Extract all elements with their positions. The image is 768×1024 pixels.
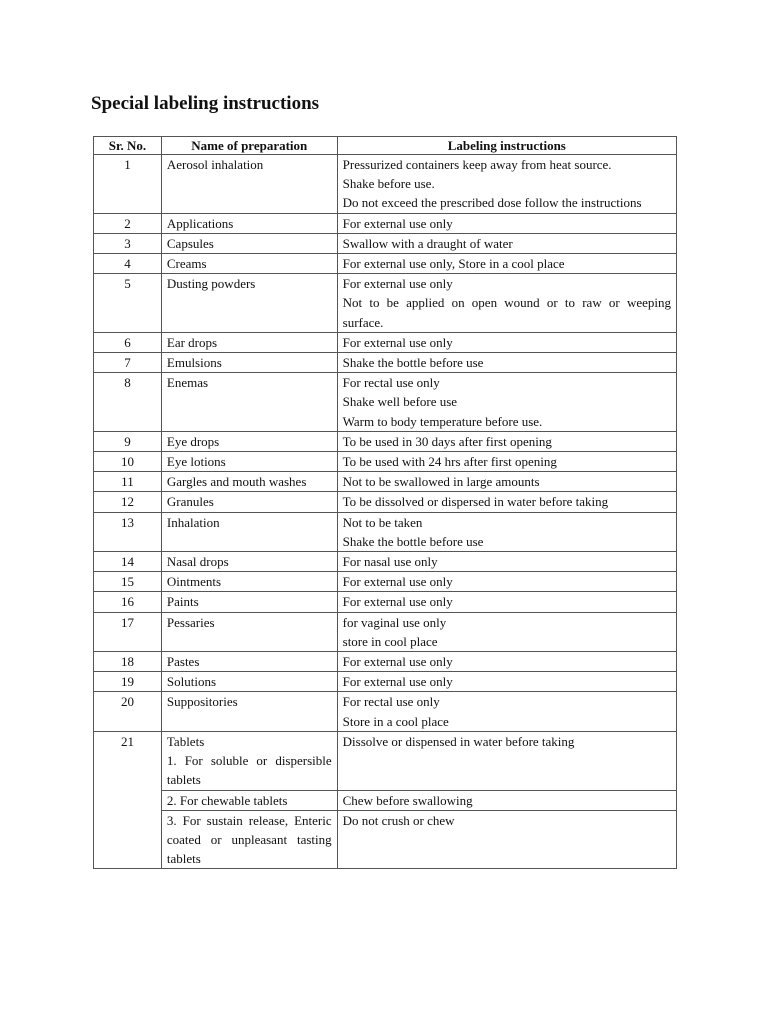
instruction-line: For external use only: [342, 594, 453, 610]
labeling-instruction-cell: Do not crush or chew: [337, 810, 676, 869]
preparation-name-cell: Eye drops: [161, 431, 337, 451]
page-title: Special labeling instructions: [91, 93, 320, 114]
table-row: [94, 512, 677, 551]
sr-no-cell: 4: [94, 254, 162, 274]
sr-no-cell: 1: [94, 155, 162, 214]
labeling-instruction-cell: [337, 254, 676, 274]
table-row: [94, 652, 677, 672]
preparation-name-line: coated or unpleasant tasting: [166, 831, 332, 847]
labeling-instruction-cell: [337, 672, 676, 692]
preparation-name-cell: Eye lotions: [161, 452, 337, 472]
preparation-name-cell: Capsules: [161, 233, 337, 253]
table-row: [94, 332, 677, 352]
instruction-line: To be used with 24 hrs after first opening: [342, 454, 557, 470]
labeling-instruction-cell: [337, 332, 676, 352]
table-row: [94, 254, 677, 274]
labeling-instruction-cell: [337, 472, 676, 492]
sr-no-cell: 6: [94, 332, 162, 352]
preparation-name-cell: Gargles and mouth washes: [161, 472, 337, 492]
labeling-instruction-cell: [337, 612, 676, 651]
table-row: [94, 612, 677, 651]
header-labeling-instructions: Labeling instructions: [337, 137, 676, 155]
preparation-name-cell: [161, 810, 337, 869]
table-row: [94, 155, 677, 214]
sr-no-cell: 20: [94, 692, 162, 731]
preparation-name-cell: Pastes: [161, 652, 337, 672]
table-row: [94, 353, 677, 373]
sr-no-cell: 3: [94, 233, 162, 253]
sr-no-cell: 13: [94, 512, 162, 551]
preparation-name-cell: Creams: [161, 254, 337, 274]
sr-no-cell: 2: [94, 213, 162, 233]
labeling-instruction-cell: [337, 213, 676, 233]
instruction-line: Warm to body temperature before use.: [342, 413, 543, 429]
sr-no-cell: 12: [94, 492, 162, 512]
sr-no-cell: 17: [94, 612, 162, 651]
preparation-name-cell: Applications: [161, 213, 337, 233]
instruction-line: Shake the bottle before use: [342, 355, 484, 371]
preparation-name-cell: Aerosol inhalation: [161, 155, 337, 214]
sr-no-cell: 11: [94, 472, 162, 492]
table-row: [94, 431, 677, 451]
sr-no-cell: 14: [94, 552, 162, 572]
instruction-line: Store in a cool place: [342, 713, 449, 729]
table-row: [94, 452, 677, 472]
sr-no-cell: 18: [94, 652, 162, 672]
preparation-name-line: tablets: [166, 851, 201, 867]
instruction-line: For external use only: [342, 215, 453, 231]
instruction-line: store in cool place: [342, 633, 438, 649]
instruction-line: Do not exceed the prescribed dose follow the instructions: [342, 195, 642, 211]
sr-no-cell: 9: [94, 431, 162, 451]
sr-no-cell: 8: [94, 373, 162, 432]
instruction-line: Not to be applied on open wound or to raw or weeping: [342, 295, 671, 311]
preparation-name-cell: Granules: [161, 492, 337, 512]
instruction-line: For external use only: [342, 334, 453, 350]
instruction-line: To be used in 30 days after first opening: [342, 433, 552, 449]
table-row: [94, 492, 677, 512]
table-row: [94, 672, 677, 692]
preparation-name-cell: [161, 790, 337, 810]
sr-no-cell: 15: [94, 572, 162, 592]
table-row: [94, 592, 677, 612]
sr-no-cell: 7: [94, 353, 162, 373]
table-row: [94, 552, 677, 572]
table-row: [94, 472, 677, 492]
instruction-line: For external use only: [342, 574, 453, 590]
table-header-row: [94, 137, 677, 155]
preparation-name-cell: Emulsions: [161, 353, 337, 373]
preparation-name-cell: Solutions: [161, 672, 337, 692]
preparation-name-line: 1. For soluble or dispersible: [166, 753, 332, 769]
preparation-name-cell: Inhalation: [161, 512, 337, 551]
instruction-line: For nasal use only: [342, 554, 438, 570]
table-body: [94, 155, 677, 869]
instruction-line: Shake well before use: [342, 394, 458, 410]
preparation-name-cell: Nasal drops: [161, 552, 337, 572]
labeling-instruction-cell: [337, 572, 676, 592]
labeling-instruction-cell: [337, 592, 676, 612]
labeling-instruction-cell: [337, 492, 676, 512]
instruction-line: For external use only: [342, 674, 453, 690]
table-row: [94, 790, 677, 810]
instruction-line: To be dissolved or dispersed in water before taking: [342, 494, 609, 510]
labeling-instruction-cell: [337, 452, 676, 472]
preparation-name-line: tablets: [166, 772, 201, 788]
sr-no-cell: 16: [94, 592, 162, 612]
preparation-name-cell: Pessaries: [161, 612, 337, 651]
instruction-line: For rectal use only: [342, 694, 440, 710]
labeling-table: [93, 136, 677, 869]
labeling-instruction-cell: [337, 512, 676, 551]
sr-no-cell: 21: [94, 731, 162, 868]
labeling-instruction-cell: [337, 373, 676, 432]
instruction-line: For external use only: [342, 654, 453, 670]
labeling-instruction-cell: [337, 652, 676, 672]
instruction-line: For rectal use only: [342, 375, 440, 391]
preparation-name-cell: Dusting powders: [161, 274, 337, 333]
preparation-name-cell: Enemas: [161, 373, 337, 432]
labeling-instruction-cell: [337, 353, 676, 373]
instruction-line: Swallow with a draught of water: [342, 235, 513, 251]
instruction-line: Shake before use.: [342, 176, 435, 192]
instruction-line: Not to be swallowed in large amounts: [342, 474, 540, 490]
sr-no-cell: 10: [94, 452, 162, 472]
table-row: [94, 213, 677, 233]
table-row: [94, 810, 677, 869]
preparation-name-line: 3. For sustain release, Enteric: [166, 812, 332, 828]
preparation-name-line: 2. For chewable tablets: [166, 792, 288, 808]
sr-no-cell: 19: [94, 672, 162, 692]
preparation-name-cell: Ear drops: [161, 332, 337, 352]
preparation-name-cell: [161, 731, 337, 790]
table-row: [94, 731, 677, 790]
preparation-name-cell: Suppositories: [161, 692, 337, 731]
table-row: [94, 373, 677, 432]
labeling-instruction-cell: Dissolve or dispensed in water before taking: [337, 731, 676, 790]
instruction-line: For external use only, Store in a cool place: [342, 256, 565, 272]
table-row: [94, 692, 677, 731]
instruction-line: For external use only: [342, 276, 453, 292]
instruction-line: for vaginal use only: [342, 614, 447, 630]
labeling-instruction-cell: Chew before swallowing: [337, 790, 676, 810]
labeling-instruction-cell: [337, 155, 676, 214]
instruction-line: Not to be taken: [342, 514, 423, 530]
preparation-name-cell: Ointments: [161, 572, 337, 592]
instruction-line: surface.: [342, 314, 384, 330]
table-row: [94, 274, 677, 333]
table-row: [94, 572, 677, 592]
labeling-instruction-cell: [337, 431, 676, 451]
preparation-name-cell: Paints: [161, 592, 337, 612]
tablets-heading: Tablets: [166, 733, 205, 749]
header-sr-no: Sr. No.: [94, 137, 162, 155]
instruction-line: Shake the bottle before use: [342, 533, 484, 549]
header-name-of-preparation: Name of preparation: [161, 137, 337, 155]
table-row: [94, 233, 677, 253]
sr-no-cell: 5: [94, 274, 162, 333]
labeling-instruction-cell: [337, 233, 676, 253]
labeling-instruction-cell: [337, 552, 676, 572]
instruction-line: Pressurized containers keep away from heat source.: [342, 157, 612, 172]
labeling-instruction-cell: [337, 274, 676, 333]
labeling-instruction-cell: [337, 692, 676, 731]
